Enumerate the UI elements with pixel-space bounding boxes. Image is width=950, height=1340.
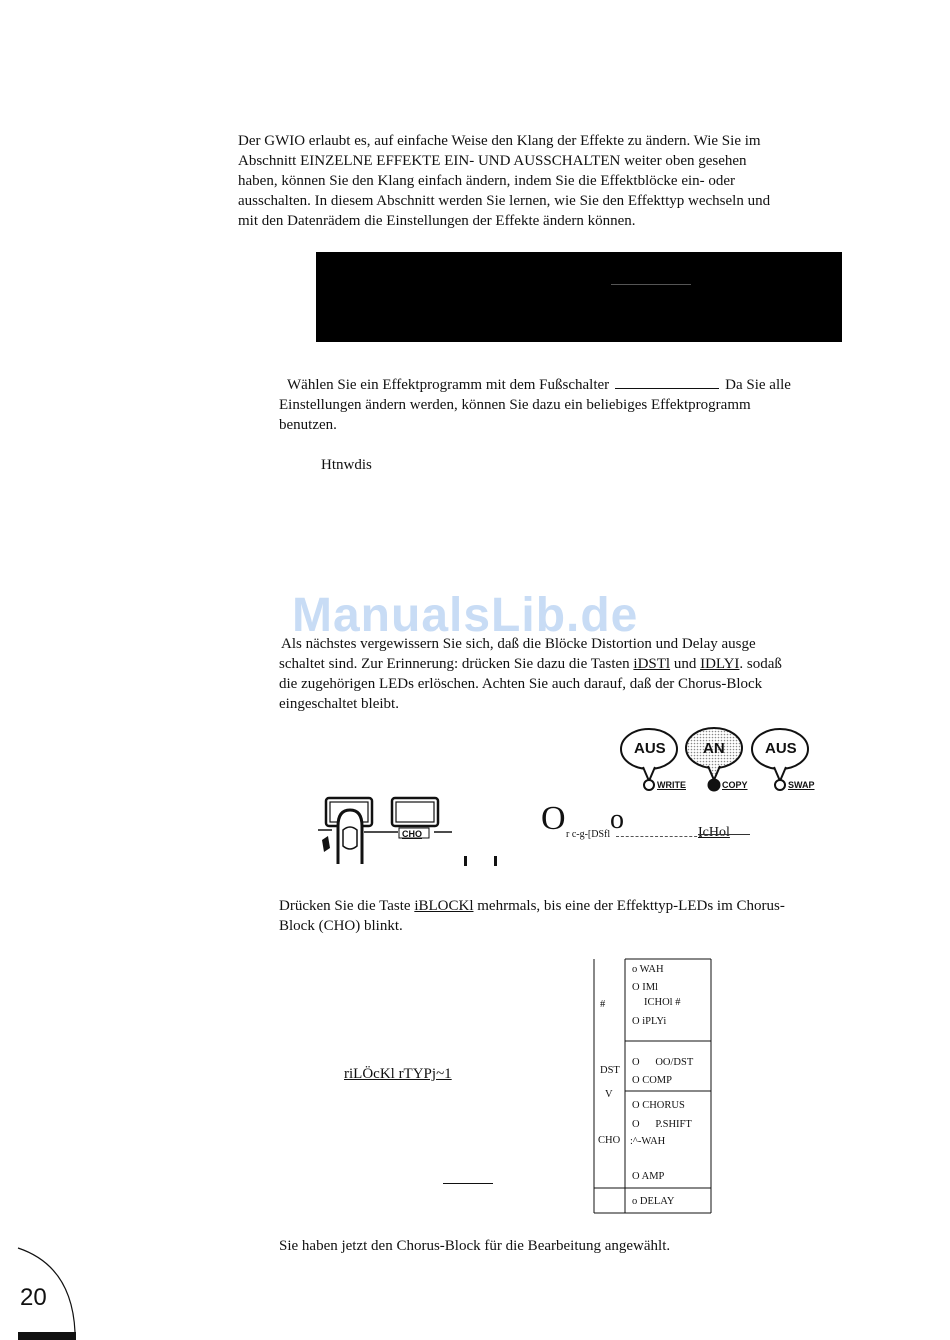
intro-line: haben, können Sie den Klang einfach ändern, indem Sie die Effektblöcke ein- oder xyxy=(238,173,736,189)
step2-line: eingeschaltet bleibt. xyxy=(279,696,399,712)
swap-label: SWAP xyxy=(788,780,815,790)
key-underline xyxy=(443,1183,493,1184)
step3-text: Drücken Sie die Taste xyxy=(279,898,415,914)
watermark: ManualsLib.de xyxy=(292,589,639,642)
step1-line xyxy=(279,375,859,395)
effect-row: O COMP xyxy=(632,1075,672,1086)
hint-label: Htnwdis xyxy=(321,457,372,473)
dly-key-ref: IDLYI xyxy=(700,656,740,672)
table-left-label: V xyxy=(605,1089,613,1100)
effect-row: O OO/DST xyxy=(632,1057,694,1068)
step1-line: Einstellungen ändern werden, können Sie dazu ein beliebiges Effektprogramm xyxy=(279,397,751,413)
step1-paragraph xyxy=(279,375,859,435)
effect-row: O CHORUS xyxy=(632,1100,685,1111)
led-on-icon xyxy=(709,780,720,791)
step2-text: schaltet sind. Zur Erinnerung: drücken Sie dazu die Tasten xyxy=(279,656,634,672)
block-type-key-label: riLÖcKl rTYPj~1 xyxy=(344,1066,452,1082)
effect-row: o DELAY xyxy=(632,1196,675,1207)
led-off-icon xyxy=(644,780,654,790)
step3-line xyxy=(279,896,859,916)
table-left-label: # xyxy=(600,999,606,1010)
intro-line: Abschnitt EINZELNE EFFEKTE EIN- UND AUSSCHALTEN weiter oben gesehen xyxy=(238,153,747,169)
step2-line: Als nächstes vergewissern Sie sich, daß die Blöcke Distortion und Delay ausge xyxy=(281,636,756,652)
intro-line: ausschalten. In diesem Abschnitt werden Sie lernen, wie Sie den Effekttyp wechseln und xyxy=(238,193,771,209)
closing-sentence: Sie haben jetzt den Chorus-Block für die Bearbeitung angewählt. xyxy=(279,1238,671,1254)
step1-line: benutzen. xyxy=(279,417,337,433)
led-o-small: o xyxy=(610,804,624,835)
dotted-leader xyxy=(616,836,702,837)
effect-row: O P.SHIFT xyxy=(632,1119,692,1130)
effect-row: O iPLYi xyxy=(632,1016,667,1027)
effect-row: ICHOl # xyxy=(644,997,681,1008)
cho-key-label: CHO xyxy=(402,829,422,839)
intro-paragraph xyxy=(238,131,878,231)
effect-row: O IMl xyxy=(632,982,658,993)
step3-paragraph xyxy=(279,896,859,936)
step2-line xyxy=(279,654,859,674)
step3-line: Block (CHO) blinkt. xyxy=(279,918,403,934)
cho-right-rule xyxy=(698,834,750,835)
bubble-label-2: AN xyxy=(703,740,725,757)
intro-line: Der GWIO erlaubt es, auf einfache Weise den Klang der Effekte zu ändern. Wie Sie im xyxy=(238,133,761,149)
page-number: 20 xyxy=(20,1284,47,1311)
step3-text: mehrmals, bis eine der Effekttyp-LEDs im Chorus- xyxy=(473,898,785,914)
step1-text-b: Da Sie alle xyxy=(725,377,791,393)
write-label: WRITE xyxy=(657,780,686,790)
bubble-label-3: AUS xyxy=(765,740,797,757)
section-heading-box xyxy=(316,252,842,342)
table-left-label: CHO xyxy=(598,1135,621,1146)
table-left-label: DST xyxy=(600,1065,620,1076)
intro-line: mit den Datenrädem die Einstellungen der Effekte ändern können. xyxy=(238,213,636,229)
led-o-large: O xyxy=(541,800,566,837)
effect-row: o WAH xyxy=(632,964,664,975)
step2-text: und xyxy=(670,656,701,672)
step2-paragraph xyxy=(279,634,859,714)
dst-key-ref: iDSTl xyxy=(633,656,671,672)
step2-line: die zugehörigen LEDs erlöschen. Achten Sie auch darauf, daß der Chorus-Block xyxy=(279,676,763,692)
footswitch-blank xyxy=(615,375,719,389)
heading-rule xyxy=(611,284,691,285)
dst-led-text: r c-g-[DSfl xyxy=(566,829,611,840)
cho-right-label: IcHol xyxy=(698,825,730,840)
effect-row: :^-WAH xyxy=(630,1136,666,1147)
copy-label: COPY xyxy=(722,780,748,790)
step2-text: . sodaß xyxy=(739,656,782,672)
effect-row: O AMP xyxy=(632,1171,665,1182)
step1-text-a: Wählen Sie ein Effektprogramm mit dem Fußschalter xyxy=(287,377,610,393)
led-off-icon xyxy=(775,780,785,790)
block-key-ref: iBLOCKl xyxy=(414,898,474,914)
bubble-label-1: AUS xyxy=(634,740,666,757)
